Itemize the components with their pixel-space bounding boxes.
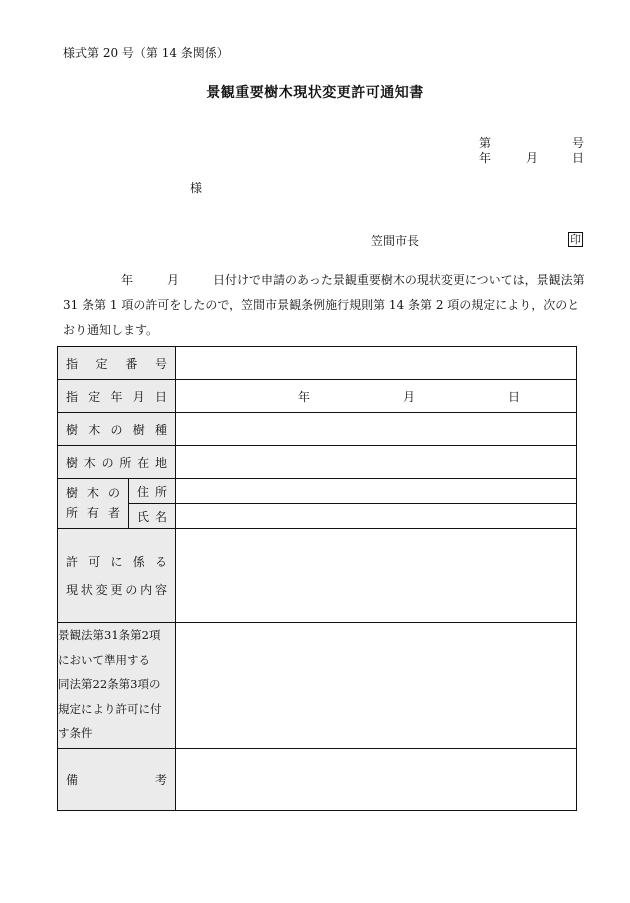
row-owner-address [58, 479, 577, 504]
label-designation-date [58, 380, 176, 413]
label-char: の [125, 582, 138, 597]
value-tree-species[interactable] [176, 413, 577, 446]
value-change-content[interactable] [176, 529, 577, 623]
row-conditions [58, 623, 577, 749]
value-designation-number[interactable] [176, 347, 577, 380]
value-conditions[interactable] [176, 623, 577, 749]
label-char: 名 [154, 509, 167, 524]
label-char: 係 [132, 554, 145, 569]
row-tree-species [58, 413, 577, 446]
label-char: 有 [86, 506, 99, 520]
label-char: 内 [140, 582, 153, 597]
label-spread [58, 499, 128, 528]
label-char: 樹 [66, 486, 79, 500]
conditions-line: す条件 [58, 726, 93, 740]
label-char: 日 [154, 389, 167, 404]
conditions-line: 規定により許可に付 [58, 701, 162, 716]
label-char: の [107, 486, 120, 500]
row-change-content [58, 529, 577, 623]
label-char: に [110, 554, 123, 569]
label-remarks [58, 749, 176, 811]
label-char: の [101, 455, 114, 470]
label-char: 変 [95, 582, 108, 597]
designation-date-month: 月 [403, 389, 416, 404]
form-number: 様式第 20 号（第 14 条関係） [63, 46, 229, 60]
conditions-line: において準用する [58, 652, 150, 667]
body-month: 月 [167, 273, 180, 287]
label-designation-number [58, 347, 176, 380]
label-char: 氏 [137, 509, 150, 524]
label-spread [58, 771, 175, 788]
label-char: 指 [66, 389, 79, 404]
row-designation-number [58, 347, 577, 380]
label-char: 現 [66, 582, 79, 597]
row-owner-name [58, 504, 577, 529]
change-label [58, 548, 175, 604]
owner-label [58, 479, 128, 528]
label-char: 種 [154, 422, 167, 437]
label-char: 更 [110, 582, 123, 597]
doc-number-go: 号 [572, 136, 585, 150]
date-month: 月 [526, 151, 539, 165]
label-owner [58, 479, 129, 529]
body-text: 日付けで申請のあった景観重要樹木の現状変更については，景観法第 31 条第 1 項の許可をしたので，笠間市景観条例施行規則第 14 条第 2 項の規定により，次のとおり通知します。 [63, 273, 585, 337]
value-remarks[interactable] [176, 749, 577, 811]
label-owner-address [129, 479, 176, 504]
label-char: 番 [125, 356, 138, 371]
label-spread [58, 355, 175, 372]
doc-number-dai: 第 [479, 136, 492, 150]
label-char: 年 [110, 389, 123, 404]
label-char: 樹 [132, 422, 145, 437]
value-owner-address[interactable] [176, 479, 577, 504]
label-owner-name [129, 504, 176, 529]
label-char: 考 [154, 773, 167, 787]
row-remarks [58, 749, 577, 811]
addressee-honorific: 様 [190, 181, 203, 195]
label-char: 在 [137, 455, 150, 470]
value-owner-name[interactable] [176, 504, 577, 529]
label-char: 号 [154, 356, 167, 371]
conditions-line: 景観法第31条第2項 [58, 628, 161, 642]
label-char: の [110, 422, 123, 437]
date-fields [176, 388, 576, 405]
label-char: 者 [107, 506, 120, 520]
value-designation-date[interactable] [176, 380, 577, 413]
row-tree-location [58, 446, 577, 479]
label-spread [129, 483, 175, 500]
date-year: 年 [479, 151, 492, 165]
label-char: 定 [95, 356, 108, 371]
designation-date-day: 日 [508, 389, 521, 404]
label-char: 所 [119, 455, 132, 470]
issuer-name: 笠間市長 [371, 234, 420, 248]
label-tree-location [58, 446, 176, 479]
label-char: 所 [66, 506, 79, 520]
label-char: 許 [66, 554, 79, 569]
label-char: 樹 [66, 422, 79, 437]
label-char: 状 [80, 582, 93, 597]
label-conditions [58, 623, 176, 749]
label-char: 可 [88, 554, 101, 569]
label-char: 木 [83, 455, 96, 470]
designation-date-year: 年 [298, 389, 311, 404]
body-year: 年 [121, 273, 134, 287]
notice-table [57, 346, 577, 811]
label-char: る [154, 554, 167, 569]
label-tree-species [58, 413, 176, 446]
label-char: 住 [137, 484, 150, 499]
label-spread [129, 508, 175, 525]
label-char: 容 [154, 582, 167, 597]
label-char: 備 [66, 773, 79, 787]
label-change-content [58, 529, 176, 623]
value-tree-location[interactable] [176, 446, 577, 479]
label-char: 月 [132, 389, 145, 404]
label-char: 所 [154, 484, 167, 499]
label-spread [58, 576, 175, 604]
label-spread [58, 454, 175, 471]
label-char: 指 [66, 356, 79, 371]
label-spread [58, 421, 175, 438]
label-char: 地 [154, 455, 167, 470]
label-spread [58, 548, 175, 576]
label-spread [58, 388, 175, 405]
row-designation-date [58, 380, 577, 413]
label-char: 樹 [66, 455, 79, 470]
label-char: 木 [88, 422, 101, 437]
notice-body [63, 268, 585, 343]
seal-mark: 印 [570, 233, 581, 246]
date-day: 日 [572, 151, 585, 165]
label-char: 定 [88, 389, 101, 404]
document-title: 景観重要樹木現状変更許可通知書 [206, 85, 424, 101]
label-char: 木 [86, 486, 99, 500]
conditions-line: 同法第22条第3項の [58, 677, 161, 691]
